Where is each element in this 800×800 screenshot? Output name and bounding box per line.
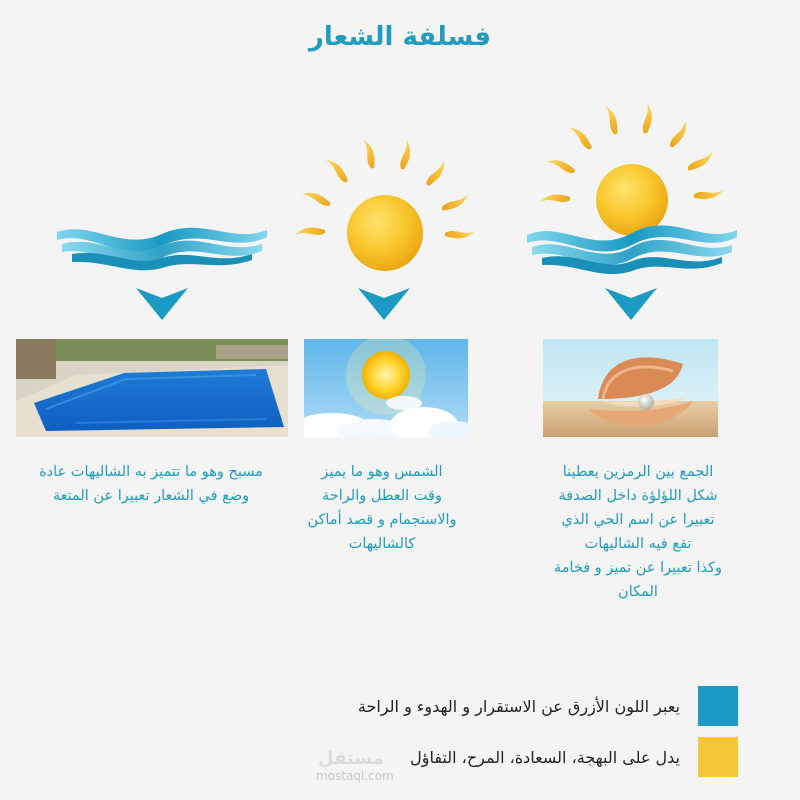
legend-label: يعبر اللون الأزرق عن الاستقرار و الهدوء و الراحة — [357, 696, 680, 716]
arrow-down-icon — [134, 284, 190, 324]
description-line: وكذا تعبيرا عن تميز و فخامة — [553, 560, 723, 576]
description-sun — [282, 460, 482, 556]
description-line: وضع في الشعار تعبيرا عن المتعة — [52, 488, 250, 504]
description-line: شكل اللؤلؤة داخل الصدفة — [558, 488, 718, 504]
pearl-in-shell-photo — [543, 339, 718, 437]
legend-item-yellow — [410, 737, 738, 777]
description-line: وقت العطل والراحة — [322, 488, 442, 504]
arrow-down-icon — [356, 284, 412, 324]
blue-swatch — [698, 686, 738, 726]
legend-item-blue — [358, 686, 738, 726]
description-line: المكان — [618, 584, 658, 600]
swimming-pool-photo — [16, 339, 288, 437]
sun-in-sky-photo — [304, 339, 468, 437]
description-line: تقع فيه الشاليهات — [584, 536, 692, 552]
legend-label: يدل على البهجة، السعادة، المرح، التفاؤل — [410, 747, 680, 767]
page-title: فسلفة الشعار — [308, 22, 492, 52]
description-line: الجمع بين الرمزين يعطينا — [562, 464, 714, 480]
description-line: الشمس وهو ما يميز — [321, 464, 443, 480]
sun-icon — [285, 135, 485, 285]
description-line: مسبح وهو ما تتميز به الشاليهات عادة — [39, 464, 263, 480]
description-line: كالشاليهات — [348, 536, 416, 552]
waves-icon — [52, 222, 272, 272]
watermark-brand: مستقل — [318, 748, 384, 769]
watermark-url: mostaql.com — [316, 769, 394, 783]
description-line: والاستجمام و قصد أماكن — [307, 512, 457, 528]
description-pearl — [528, 460, 748, 604]
sun-over-waves-icon — [522, 105, 742, 275]
description-pool — [10, 460, 292, 508]
yellow-swatch — [698, 737, 738, 777]
description-line: تعبيرا عن اسم الحي الذي — [561, 512, 715, 528]
arrow-down-icon — [603, 284, 659, 324]
